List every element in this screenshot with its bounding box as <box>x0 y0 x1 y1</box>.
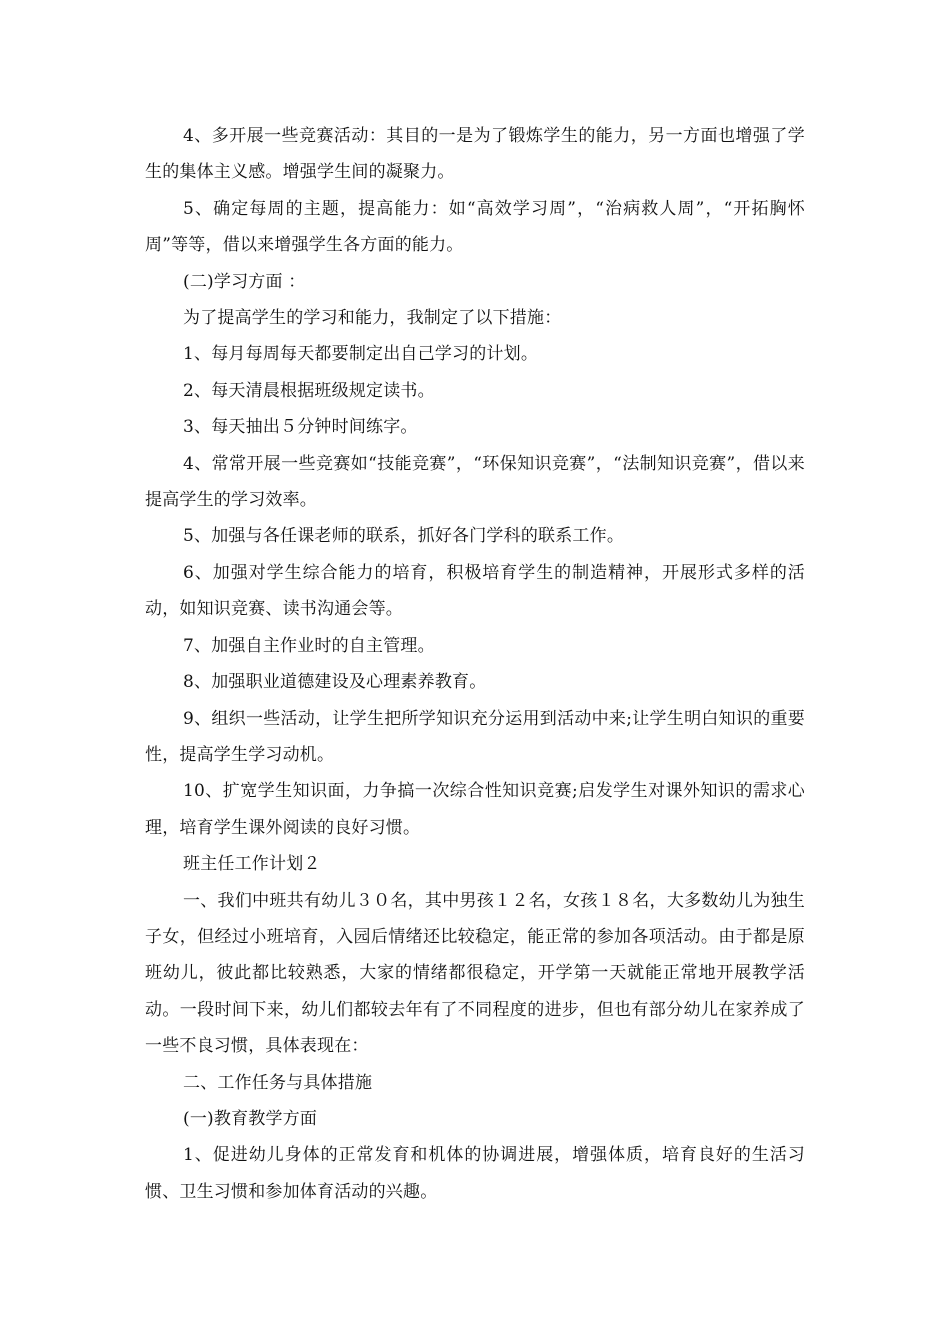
section-heading-teaching: (一)教育教学方面 <box>183 1108 318 1129</box>
list-item-broaden-knowledge: 10、扩宽学生知识面，力争搞一次综合性知识竞赛;启发学生对课外知识的需求心理，培育学生课外阅读的良好习惯。 <box>145 781 805 838</box>
document-body <box>145 118 805 1210</box>
list-item-contests: 4、常常开展一些竞赛如“技能竞赛”，“环保知识竞赛”，“法制知识竞赛”，借以来提高学生的学习效率。 <box>145 453 805 511</box>
paragraph-measures-intro: 为了提高学生的学习和能力，我制定了以下措施： <box>183 308 562 329</box>
section-heading-tasks: 二、工作任务与具体措施 <box>183 1072 373 1093</box>
list-item-comprehensive-ability: 6、加强对学生综合能力的培育，积极培育学生的制造精神，开展形式多样的活动，如知识竞赛、读书沟通会等。 <box>145 562 805 620</box>
list-item-morning-reading: 2、每天清晨根据班级规定读书。 <box>183 380 435 401</box>
section-heading-study: (二)学习方面 ： <box>183 271 306 292</box>
list-item-self-management: 7、加强自主作业时的自主管理。 <box>183 635 435 656</box>
list-item-study-plan: 1、每月每周每天都要制定出自己学习的计划。 <box>183 344 539 365</box>
list-item-calligraphy: 3、每天抽出５分钟时间练字。 <box>183 417 418 438</box>
section-title-plan-2: 班主任工作计划２ <box>183 854 321 875</box>
list-item-physical-development: 1、促进幼儿身体的正常发育和机体的协调进展，增强体质，培育良好的生活习惯、卫生习惯和参加体育活动的兴趣。 <box>145 1145 805 1202</box>
list-item-teacher-contact: 5、加强与各任课老师的联系，抓好各门学科的联系工作。 <box>183 526 625 547</box>
paragraph-weekly-theme: 5、确定每周的主题，提高能力：如“高效学习周”，“治病救人周”，“开拓胸怀周”等等，借以来增强学生各方面的能力。 <box>145 198 805 256</box>
paragraph-class-overview: 一、我们中班共有幼儿３０名，其中男孩１２名，女孩１８名，大多数幼儿为独生子女，但经过小班培育，入园后情绪还比较稳定，能正常的参加各项活动。由于都是原班幼儿，彼此都比较熟悉，大家的情绪都很稳定，开学第一天就能正常地开展教学活动。一段时间下来，幼儿们都较去年有了不同程度的进步，但也有部分幼儿在家养成了一些不良习惯，具体表现在： <box>145 890 805 1057</box>
list-item-organize-activities: 9、组织一些活动，让学生把所学知识充分运用到活动中来;让学生明白知识的重要性，提高学生学习动机。 <box>145 708 805 765</box>
paragraph-competition-activities: 4、多开展一些竞赛活动：其目的一是为了锻炼学生的能力，另一方面也增强了学生的集体主义感。增强学生间的凝聚力。 <box>145 126 805 183</box>
list-item-ethics-education: 8、加强职业道德建设及心理素养教育。 <box>183 672 487 693</box>
